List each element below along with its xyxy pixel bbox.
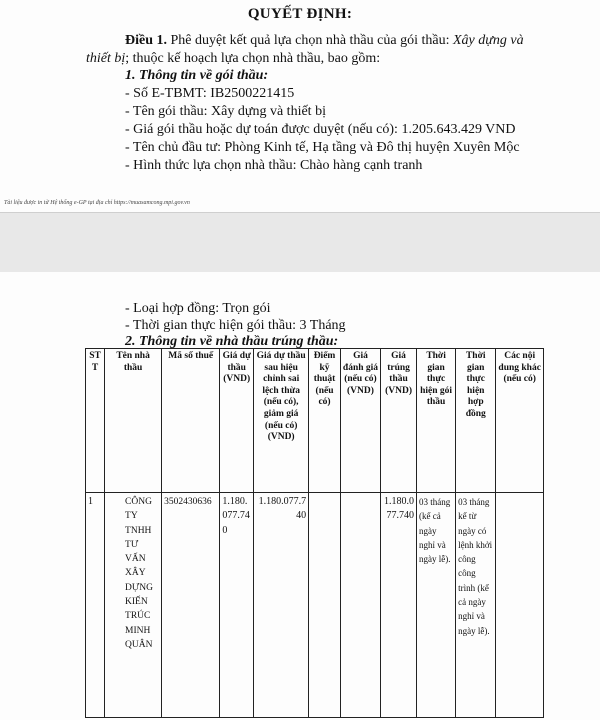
cell-bidder-name: CÔNG TY TNHH TƯ VẤN XÂY DỰNG KIẾN TRÚC MINH QUÂN (105, 493, 162, 718)
cell-stt: 1 (86, 493, 105, 718)
cell-technical-score (309, 493, 341, 718)
page-separator (0, 212, 600, 274)
bullet-contract-type: - Loại hợp đồng: Trọn gói (125, 301, 271, 316)
header-evaluated-price: Giá đánh giá (nếu có) (VND) (340, 349, 380, 493)
package-name-italic: Xây dựng và (452, 33, 524, 48)
article-label: Điều 1. (125, 33, 167, 48)
article-text-cont: ; thuộc kế hoạch lựa chọn nhà thầu, bao gồm: (125, 51, 381, 66)
header-adjusted-price: Giá dự thầu sau hiệu chỉnh sai lệch thừa (nếu có), giảm giá (nếu có) (VND) (254, 349, 309, 493)
cell-tax-code: 3502430636 (162, 493, 220, 718)
section-2-heading: 2. Thông tin về nhà thầu trúng thầu: (125, 334, 339, 349)
document-page-1 (0, 0, 600, 212)
header-tax-code: Mã số thuế (162, 349, 220, 493)
article-1-line-2 (86, 50, 380, 68)
table-row (86, 493, 544, 718)
table-header-row (86, 349, 544, 493)
package-name-italic-cont: thiết bị (86, 51, 126, 66)
cell-evaluated-price (340, 493, 380, 718)
winning-bidder-table (85, 348, 544, 718)
bullet-duration: - Thời gian thực hiện gói thầu: 3 Tháng (125, 318, 346, 333)
header-winning-price: Giá trúng thầu (VND) (381, 349, 417, 493)
cell-contract-duration: 03 tháng kể từ ngày có lệnh khởi công công trình (kể cả ngày nghỉ và ngày lễ). (456, 493, 496, 718)
header-contract-duration: Thời gian thực hiện hợp đồng (456, 349, 496, 493)
header-other-content: Các nội dung khác (nếu có) (496, 349, 544, 493)
cell-package-duration: 03 tháng (kể cả ngày nghỉ và ngày lễ). (417, 493, 456, 718)
header-bid-price: Giá dự thầu (VND) (220, 349, 254, 493)
article-1-line-1 (125, 32, 524, 50)
header-stt: STT (86, 349, 105, 493)
cell-winning-price: 1.180.077.740 (381, 493, 417, 718)
document-title: QUYẾT ĐỊNH: (247, 6, 353, 22)
cell-bid-price: 1.180.077.740 (220, 493, 254, 718)
cell-adjusted-price: 1.180.077.740 (254, 493, 309, 718)
header-package-duration: Thời gian thực hiện gói thầu (417, 349, 456, 493)
bullet-package-name: - Tên gói thầu: Xây dựng và thiết bị (125, 104, 326, 119)
bullet-selection-method: - Hình thức lựa chọn nhà thầu: Chào hàng cạnh tranh (125, 158, 423, 173)
cell-other-content (496, 493, 544, 718)
header-technical-score: Điểm kỹ thuật (nếu có) (309, 349, 341, 493)
bullet-investor: - Tên chủ đầu tư: Phòng Kinh tế, Hạ tầng và Đô thị huyện Xuyên Mộc (125, 140, 520, 155)
bullet-package-price: - Giá gói thầu hoặc dự toán được duyệt (nếu có): 1.205.643.429 VND (125, 122, 516, 137)
bullet-e-tbmt: - Số E-TBMT: IB2500221415 (125, 86, 295, 101)
page-footer-source: Tài liệu được in từ Hệ thống e-GP tại địa chỉ https://muasamcong.mpi.gov.vn (4, 200, 190, 206)
header-bidder-name: Tên nhà thầu (105, 349, 162, 493)
article-text: Phê duyệt kết quả lựa chọn nhà thầu của gói thầu: (167, 33, 453, 48)
section-1-heading: 1. Thông tin về gói thầu: (125, 68, 269, 83)
